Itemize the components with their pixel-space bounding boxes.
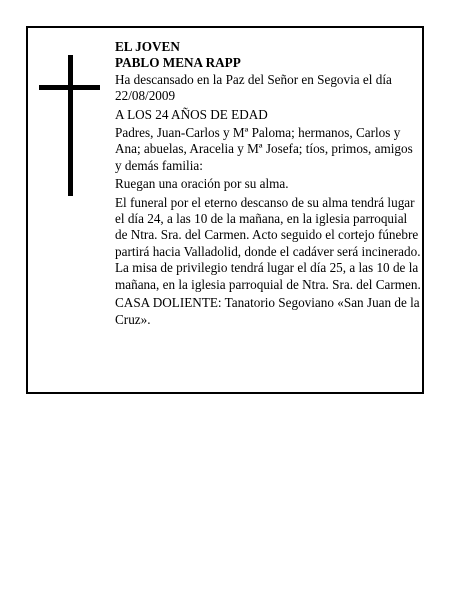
deceased-name: PABLO MENA RAPP [115,55,241,71]
age-statement: A LOS 24 AÑOS DE EDAD [115,106,268,122]
mourning-house: CASA DOLIENTE: Tanatorio Segoviano «San Juan de la Cruz». [115,295,420,327]
prayer-request: Ruegan una oración por su alma. [115,176,289,192]
passing-statement: Ha descansado en la Paz del Señor en Segovia el día 22/08/2009 [115,71,392,104]
family-list: Padres, Juan-Carlos y Mª Paloma; hermanos, Carlos y Ana; abuelas, Aracelia y Mª Josefa; tíos, primos, amigos y demás familia: [115,125,413,173]
notice-heading: EL JOVEN [115,39,180,54]
cross-horizontal-bar [39,85,100,90]
notice-text [115,39,421,330]
obituary-notice [26,26,424,394]
funeral-details: El funeral por el eterno descanso de su alma tendrá lugar el día 24, a las 10 de la mañana, en la iglesia parroquial de Ntra. Sra. del Carmen. Acto seguido el cortejo fúnebre partirá hacia Valladolid, donde el cadáver será incinerado. La misa de privilegio tendrá lugar el día 25, a las 10 de la mañana, en la iglesia parroquial de Ntra. Sra. del Carmen. [115,194,421,292]
cross-vertical-bar [68,55,73,196]
